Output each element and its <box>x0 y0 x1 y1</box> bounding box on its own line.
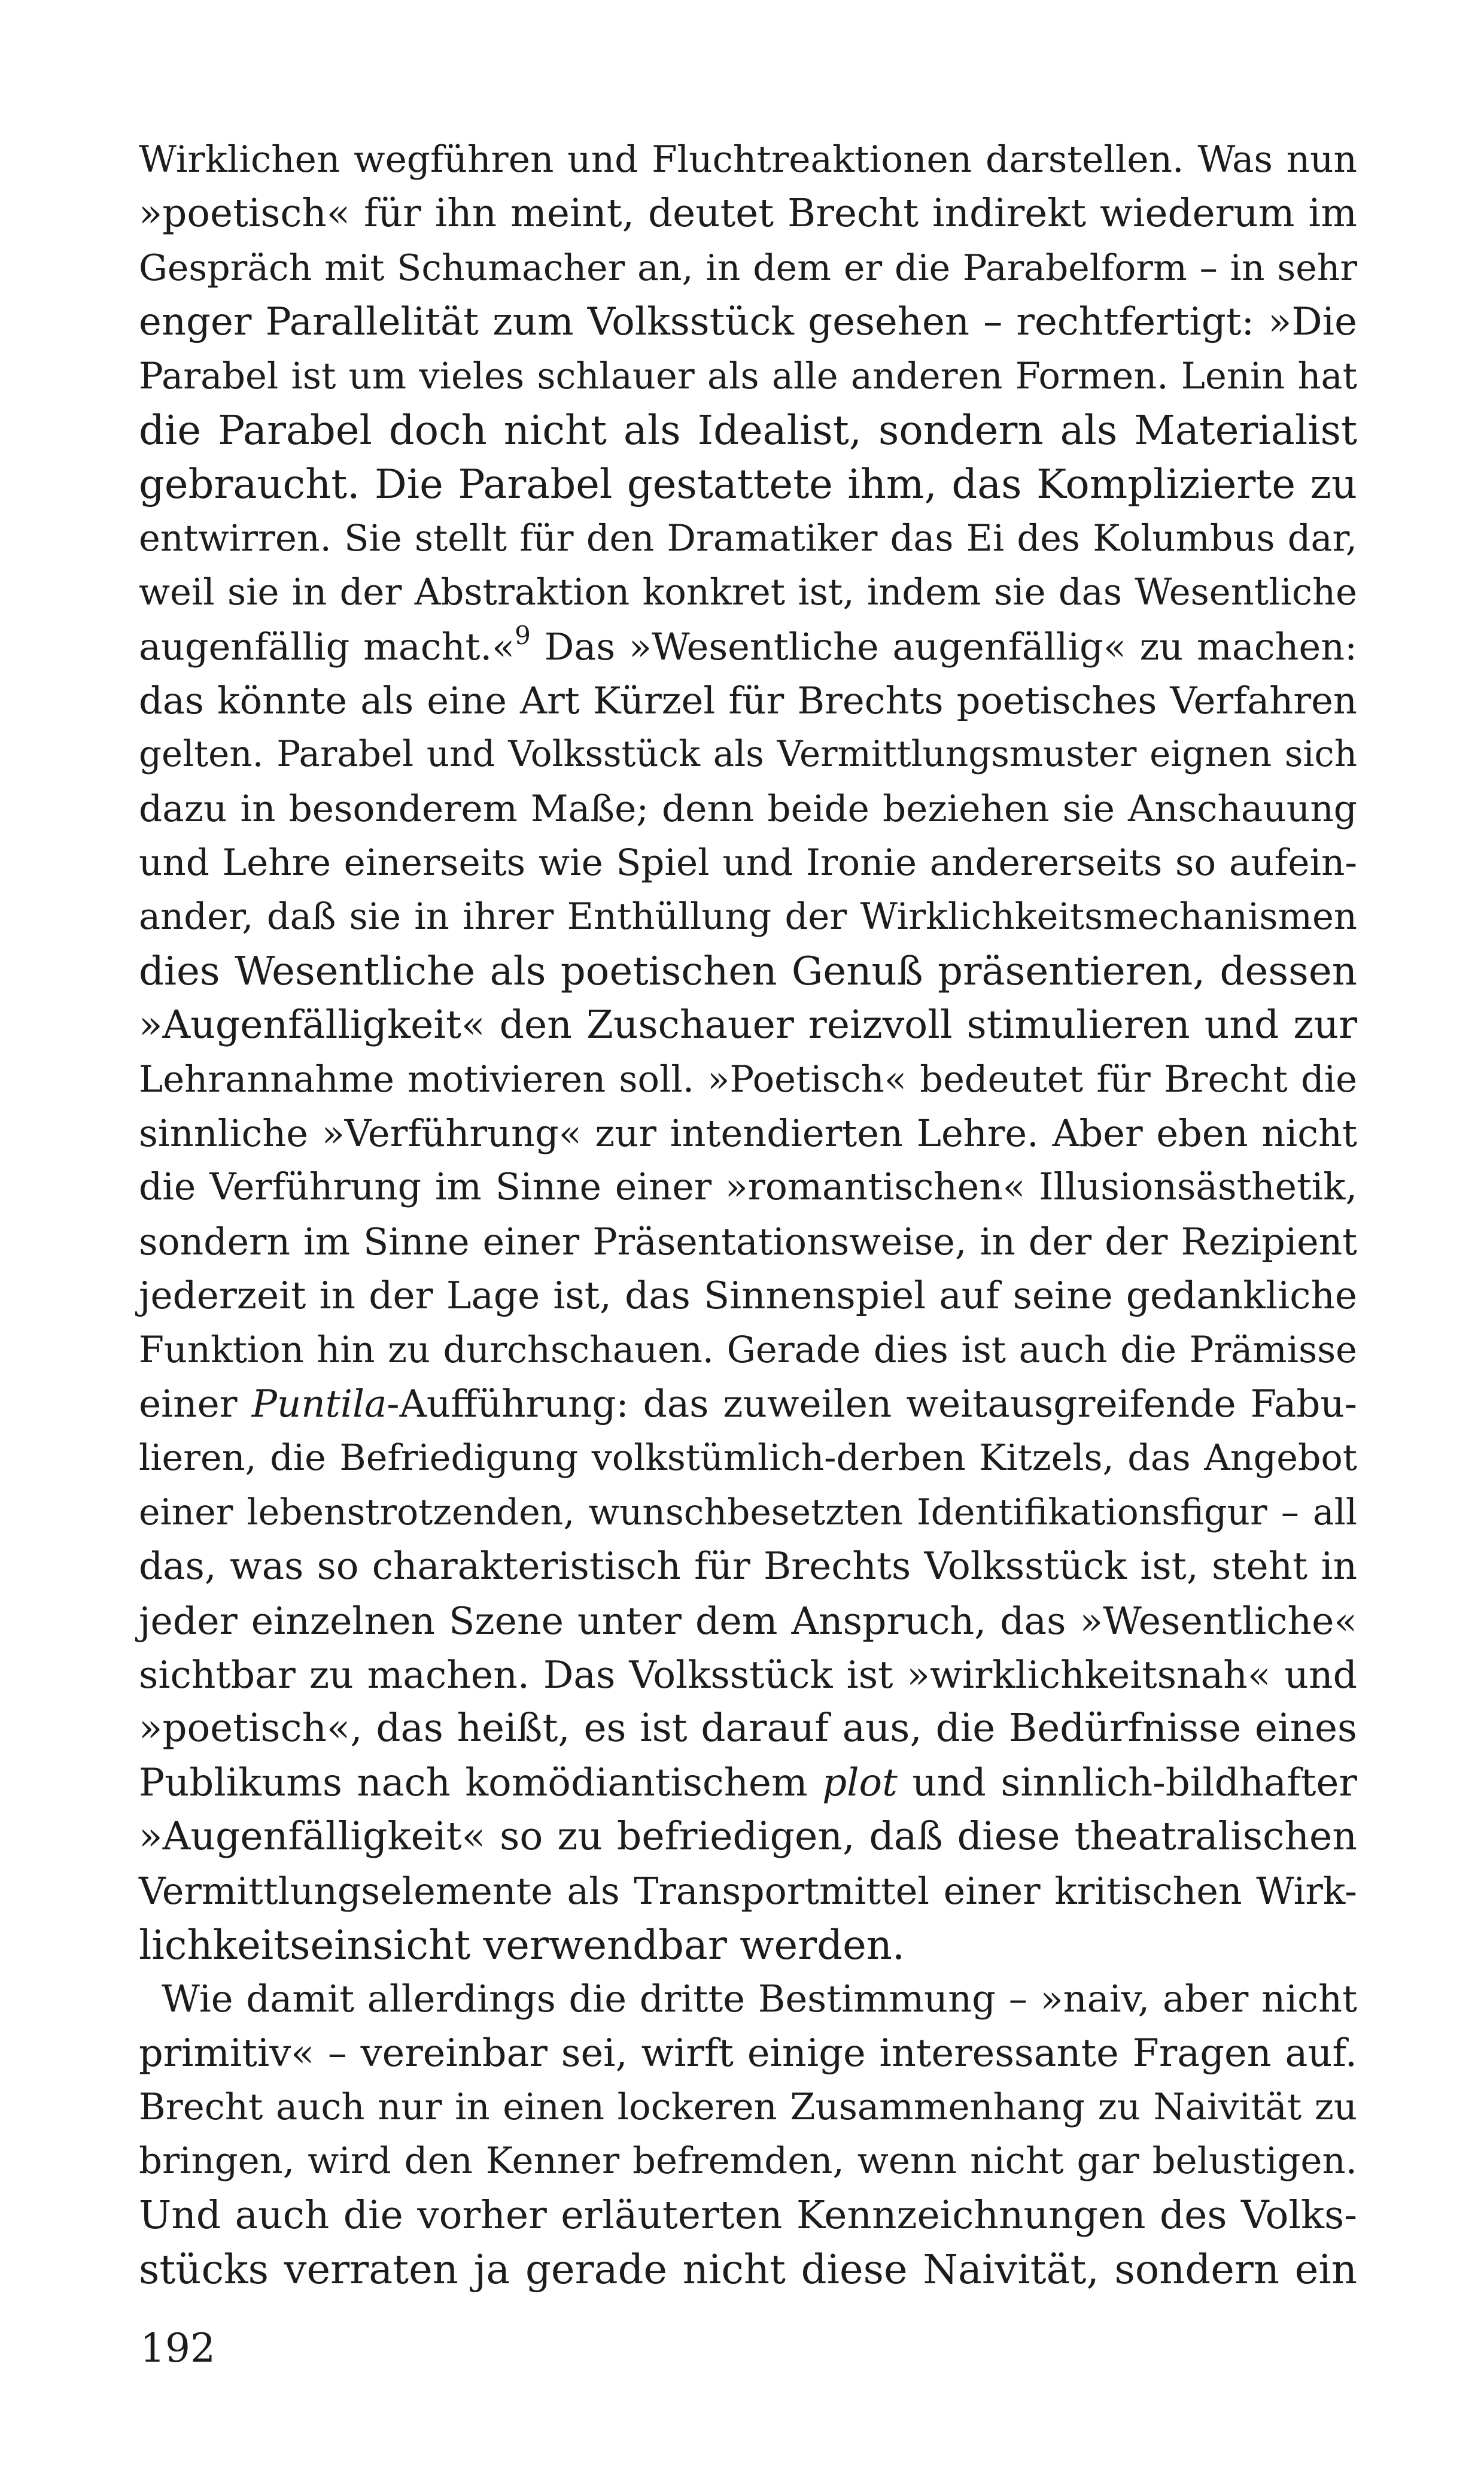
text-line <box>139 674 1357 728</box>
footnote-marker: 9 <box>515 620 531 650</box>
text-segment: lichkeitseinsicht verwendbar werden. <box>139 1921 905 1968</box>
text-line <box>139 1323 1357 1377</box>
text-segment: Publikums nach komödiantischem <box>139 1760 823 1805</box>
text-line <box>139 2027 1357 2080</box>
text-segment: gelten. Parabel und Volksstück als Vermittlungsmuster eignen sich <box>139 734 1357 776</box>
text-line <box>139 998 1357 1052</box>
text-segment: primitiv« – vereinbar sei, wirft einige interessante Fragen auf. <box>139 2031 1357 2076</box>
text-line <box>139 2080 1357 2134</box>
body-text <box>139 133 1357 2297</box>
text-line <box>139 1377 1357 1431</box>
text-line <box>139 1756 1357 1810</box>
text-line <box>139 1864 1357 1918</box>
text-line <box>139 1485 1357 1539</box>
text-segment: »Augenfälligkeit« den Zuschauer reizvoll stimulieren und zur <box>139 1002 1357 1048</box>
text-line <box>139 1594 1357 1648</box>
text-segment: einer lebenstrotzenden, wunschbesetzten Identifikationsfigur – all <box>139 1491 1357 1533</box>
text-segment: »poetisch« für ihn meint, deutet Brecht indirekt wiederum im <box>139 191 1357 236</box>
text-segment: weil sie in der Abstraktion konkret ist, indem sie das Wesentliche <box>139 572 1357 614</box>
text-segment: Das »Wesentliche augenfällig« zu machen: <box>530 624 1357 669</box>
text-segment: Brecht auch nur in einen lockeren Zusammenhang zu Naivität zu <box>139 2086 1357 2129</box>
text-segment: Parabel ist um vieles schlauer als alle anderen Formen. Lenin hat <box>139 355 1357 397</box>
text-segment: stücks verraten ja gerade nicht diese Naivität, sondern ein <box>139 2246 1357 2293</box>
text-segment: Wirklichen wegführen und Fluchtreaktionen darstellen. Was nun <box>139 138 1357 181</box>
text-line <box>139 1972 1357 2026</box>
text-segment: sondern im Sinne einer Präsentationsweise, in der der Rezipient <box>139 1220 1357 1263</box>
text-segment: dazu in besonderem Maße; denn beide beziehen sie Anschauung <box>139 787 1357 830</box>
text-line <box>139 782 1357 836</box>
text-line <box>139 187 1357 241</box>
text-line <box>139 620 1357 674</box>
text-segment: Vermittlungselemente als Transportmittel einer kritischen Wirk- <box>139 1869 1357 1913</box>
text-segment: Funktion hin zu durchschauen. Gerade dies ist auch die Prämisse <box>139 1329 1357 1371</box>
text-line <box>139 403 1357 457</box>
text-line <box>139 295 1357 349</box>
text-line <box>139 1539 1357 1593</box>
text-line <box>139 836 1357 890</box>
text-line <box>139 566 1357 619</box>
text-line <box>139 1269 1357 1323</box>
text-segment: »poetisch«, das heißt, es ist darauf aus, die Bedürfnisse eines <box>139 1706 1357 1751</box>
text-line <box>139 350 1357 403</box>
text-line <box>139 2189 1357 2243</box>
text-segment: entwirren. Sie stellt für den Dramatiker das Ei des Kolumbus dar, <box>139 517 1357 560</box>
text-line <box>139 133 1357 187</box>
text-line <box>139 1215 1357 1269</box>
text-line <box>139 1810 1357 1864</box>
italic-text: plot <box>822 1760 898 1805</box>
text-segment: dies Wesentliche als poetischen Genuß präsentieren, dessen <box>139 948 1357 994</box>
text-line <box>139 2134 1357 2188</box>
text-line <box>139 1107 1357 1160</box>
text-segment: Lehrannahme motivieren soll. »Poetisch« bedeutet für Brecht die <box>139 1058 1357 1101</box>
text-line <box>139 512 1357 566</box>
text-line <box>139 1053 1357 1107</box>
text-line <box>139 1648 1357 1702</box>
text-segment: und sinnlich-bildhafter <box>897 1760 1358 1805</box>
page-number: 192 <box>140 2325 215 2371</box>
text-line <box>139 944 1357 998</box>
text-segment: bringen, wird den Kenner befremden, wenn nicht gar belustigen. <box>139 2140 1357 2183</box>
text-segment: jeder einzelnen Szene unter dem Anspruch, das »Wesentliche« <box>139 1598 1357 1643</box>
text-segment: sichtbar zu machen. Das Volksstück ist »wirklichkeitsnah« und <box>139 1652 1357 1697</box>
text-segment: einer <box>139 1381 252 1426</box>
text-segment: »Augenfälligkeit« so zu befriedigen, daß diese theatralischen <box>139 1814 1357 1860</box>
text-line <box>139 2243 1357 2296</box>
text-line <box>139 241 1357 295</box>
text-line <box>139 1431 1357 1485</box>
text-segment: das könnte als eine Art Kürzel für Brechts poetisches Verfahren <box>139 678 1357 722</box>
text-segment: die Parabel doch nicht als Idealist, sondern als Materialist <box>139 406 1357 454</box>
italic-text: Puntila <box>251 1381 387 1426</box>
text-segment: und Lehre einerseits wie Spiel und Ironie andererseits so aufein- <box>139 841 1357 885</box>
text-segment: jederzeit in der Lage ist, das Sinnenspiel auf seine gedankliche <box>139 1274 1357 1318</box>
text-segment: enger Parallelität zum Volksstück gesehen – rechtfertigt: »Die <box>139 300 1357 345</box>
text-segment: -Aufführung: das zuweilen weitausgreifende Fabu- <box>387 1381 1357 1426</box>
text-line <box>139 1160 1357 1214</box>
text-line <box>139 890 1357 944</box>
text-segment: gebraucht. Die Parabel gestattete ihm, das Komplizierte zu <box>139 461 1357 508</box>
text-line <box>139 1918 1357 1972</box>
text-line <box>139 1702 1357 1755</box>
text-segment: ander, daß sie in ihrer Enthüllung der Wirklichkeitsmechanismen <box>139 896 1357 938</box>
text-segment: Gespräch mit Schumacher an, in dem er die Parabelform – in sehr <box>139 247 1357 289</box>
text-line <box>139 728 1357 782</box>
text-segment: das, was so charakteristisch für Brechts Volksstück ist, steht in <box>139 1544 1357 1588</box>
text-segment: sinnliche »Verführung« zur intendierten Lehre. Aber eben nicht <box>139 1111 1357 1156</box>
text-segment: Wie damit allerdings die dritte Bestimmung – »naiv, aber nicht <box>162 1977 1357 2021</box>
text-line <box>139 457 1357 511</box>
text-segment: die Verführung im Sinne einer »romantischen« Illusionsästhetik, <box>139 1166 1357 1209</box>
text-segment: Und auch die vorher erläuterten Kennzeichnungen des Volks- <box>139 2192 1357 2238</box>
text-segment: lieren, die Befriedigung volkstümlich-derben Kitzels, das Angebot <box>139 1437 1357 1479</box>
text-segment: augenfällig macht.« <box>139 624 515 669</box>
